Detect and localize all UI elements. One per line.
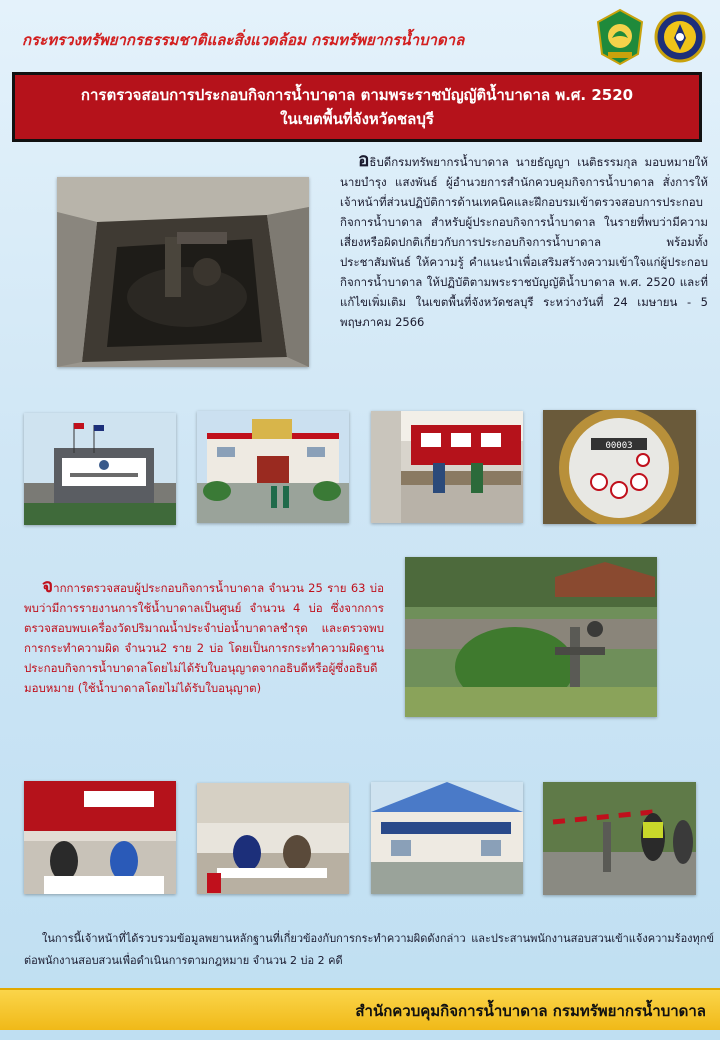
dropcap-letter: จ	[42, 575, 54, 597]
findings-paragraph	[24, 576, 384, 698]
dropcap-letter: อ	[358, 149, 370, 171]
office-building-photo	[197, 411, 349, 523]
police-desk-photo	[197, 783, 349, 894]
service-counter-photo	[24, 781, 176, 894]
flooded-well-pit-photo	[57, 177, 309, 367]
svg-text:00003: 00003	[605, 441, 633, 451]
wellhead-in-garden-photo	[405, 557, 657, 717]
conclusion-paragraph	[24, 928, 714, 972]
intro-paragraph	[340, 150, 708, 332]
police-station-photo	[371, 782, 523, 894]
title-banner	[12, 72, 702, 142]
water-meter-photo	[543, 410, 696, 524]
footer-bar	[0, 988, 720, 1030]
title-line-2: ในเขตพื้นที่จังหวัดชลบุรี	[280, 110, 434, 128]
factory-gate-photo	[24, 413, 176, 525]
field-inspection-photo	[543, 782, 696, 895]
department-seal-logo	[654, 8, 706, 66]
conclusion-text: ในการนี้เจ้าหน้าที่ได้รวบรวมข้อมูลพยานหลักฐานที่เกี่ยวข้องกับการกระทำความผิดดังกล่าว และประสานพนักงานสอบสวนเข้าแจ้งความร้องทุกข์ต่อพนักงานสอบสวนเพื่อดำเนินการตามกฎหมาย จำนวน 2 บ่อ 2 คดี	[24, 932, 714, 967]
office-interior-photo	[371, 411, 523, 523]
ministry-header: กระทรวงทรัพยากรธรรมชาติและสิ่งแวดล้อม กรมทรัพยากรน้ำบาดาล	[22, 31, 465, 49]
findings-text: ากการตรวจสอบผู้ประกอบกิจการน้ำบาดาล จำนวน 25 ราย 63 บ่อ พบว่ามีการรายงานการใช้น้ำบาดาลเป็นศูนย์ จำนวน 4 บ่อ ซึ่งจากการตรวจสอบพบเครื่องวัดปริมาณน้ำประจำบ่อน้ำบาดาลชำรุด และตรวจพบการกระทำความผิด จำนวน2 ราย 2 บ่อ โดยเป็นการกระทำความผิดฐานประกอบกิจการน้ำบาดาลโดยไม่ได้รับใบอนุญาตจากอธิบดีหรือผู้ซึ่งอธิบดีมอบหมาย (ใช้น้ำบาดาลโดยไม่ได้รับใบอนุญาต)	[24, 581, 384, 695]
intro-text: ธิบดีกรมทรัพยากรน้ำบาดาล นายธัญญา เนติธรรมกุล มอบหมายให้ นายบำรุง แสงพันธ์ ผู้อำนวยการสำนักควบคุมกิจการน้ำบาดาล สั่งการให้เจ้าหน้าที่ส่วนปฏิบัติการด้านเทคนิคและฝึกอบรมเข้าตรวจสอบการประกอบกิจการน้ำบาดาล สำหรับผู้ประกอบกิจการน้ำบาดาล ในรายที่พบว่ามีความเสี่ยงหรือผิดปกติเกี่ยวกับการประกอบกิจการน้ำบาดาล พร้อมทั้งประชาสัมพันธ์ ให้ความรู้ คำแนะนำเพื่อเสริมสร้างความเข้าใจแก่ผู้ประกอบกิจการน้ำบาดาล ให้ปฏิบัติตามพระราชบัญญัติน้ำบาดาล พ.ศ. 2520 และที่แก้ไขเพิ่มเติม ในเขตพื้นที่จังหวัดชลบุรี ระหว่างวันที่ 24 เมษายน - 5 พฤษภาคม 2566	[340, 155, 708, 329]
ministry-emblem-logo	[594, 8, 646, 66]
footer-office-name: สำนักควบคุมกิจการน้ำบาดาล กรมทรัพยากรน้ำบาดาล	[355, 1002, 706, 1020]
title-line-1: การตรวจสอบการประกอบกิจการน้ำบาดาล ตามพระราชบัญญัติน้ำบาดาล พ.ศ. 2520	[80, 86, 634, 104]
